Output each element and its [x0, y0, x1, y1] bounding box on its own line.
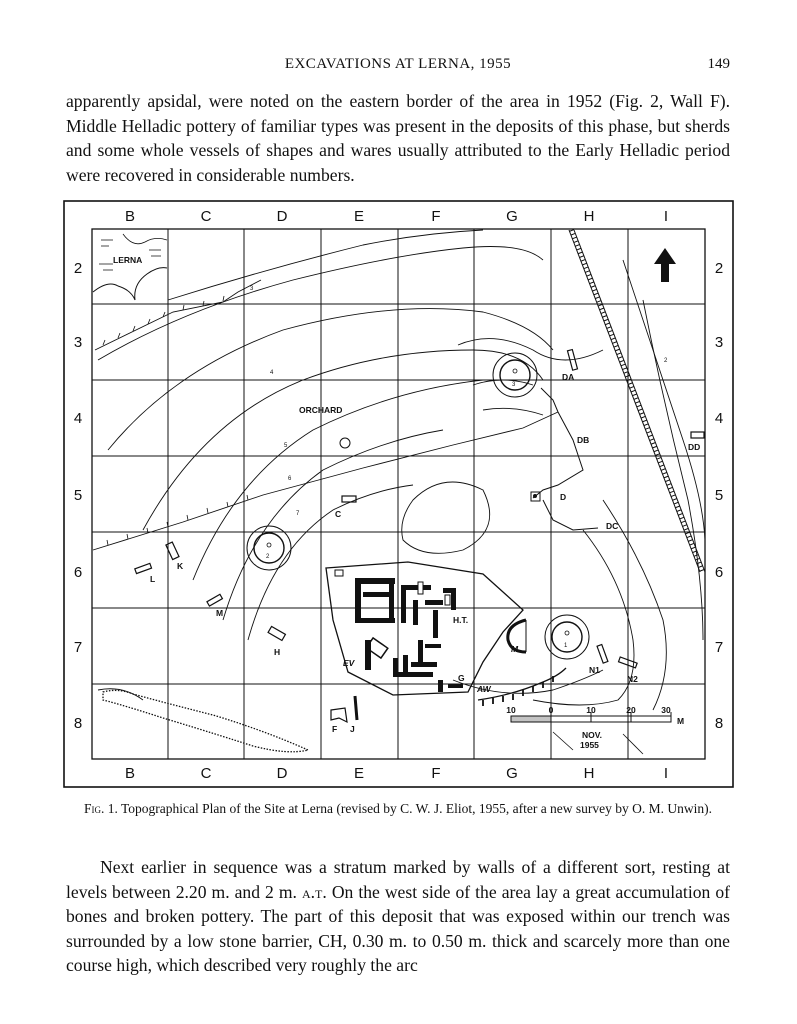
row-labels-right	[715, 260, 723, 732]
j-label: J	[350, 724, 355, 734]
scale-bar	[506, 705, 684, 754]
column-label: C	[200, 765, 212, 782]
column-label: H	[583, 765, 595, 782]
row-label: 8	[714, 715, 724, 732]
structure-aw	[476, 668, 566, 706]
trench-d	[531, 492, 566, 502]
row-label: 2	[73, 260, 83, 277]
paragraph-bottom-part2: On the west side of the area lay a great accumulation of bones and broken pottery. The part of this deposit that was exposed within our trench was surrounded by a low stone barrier, CH, 0.30 m. to 0.50 m. thick and scarcely more than one course high, which described very roughly the arc	[66, 881, 730, 975]
contour-number: 7	[296, 511, 300, 517]
column-label: E	[353, 208, 365, 225]
contour-number: 2	[664, 358, 668, 364]
scale-unit: M	[677, 716, 685, 726]
column-label: I	[663, 765, 669, 782]
row-label: 8	[73, 715, 83, 732]
ev-label: EV	[343, 658, 355, 668]
g-label: G	[458, 673, 465, 683]
l-label: L	[150, 574, 156, 584]
column-label: C	[200, 208, 212, 225]
m-west-label: M	[216, 608, 224, 618]
n2-label: N2	[627, 674, 638, 684]
svg-text:M: M	[511, 644, 519, 654]
scale-tick: 20	[626, 705, 636, 715]
page-number: 149	[707, 56, 730, 72]
row-labels-left	[74, 260, 82, 732]
row-label: 7	[714, 639, 724, 656]
lerna-label: LERNA	[113, 255, 143, 265]
contour-number: 3	[250, 286, 254, 292]
k-label: K	[177, 561, 184, 571]
column-label: D	[276, 765, 288, 782]
orchard-marker	[340, 438, 350, 448]
column-label: I	[663, 208, 669, 225]
scale-tick: 0	[548, 705, 554, 715]
paragraph-bottom-part1: Next earlier in sequence was a stratum marked by walls of a different sort, resting at levels between 2.20 m. and 2 m.	[66, 857, 730, 902]
contour-lines	[98, 230, 705, 710]
row-label: 5	[73, 487, 83, 504]
column-labels-top	[125, 208, 668, 225]
mound-2	[247, 526, 291, 570]
row-label: 4	[714, 410, 724, 427]
scale-tick: 10	[586, 705, 596, 715]
grid-lines	[92, 229, 705, 759]
mound-3	[493, 353, 537, 397]
row-label: 3	[73, 334, 83, 351]
svg-text:2: 2	[266, 554, 270, 560]
row-label: 2	[714, 260, 724, 277]
lerna-inset	[93, 230, 167, 303]
h-label: H	[274, 647, 281, 657]
scale-tick: 10	[506, 705, 516, 715]
figure-label: Fig. 1.	[83, 801, 118, 816]
railway	[569, 230, 705, 572]
column-label: E	[353, 765, 365, 782]
figure-caption-text: Topographical Plan of the Site at Lerna (revised by C. W. J. Eliot, 1955, after a new survey by O. M. Unwin).	[120, 801, 713, 816]
row-label: 6	[714, 564, 724, 581]
column-label: B	[124, 208, 136, 225]
structure-m-east	[508, 620, 526, 654]
f-label: F	[332, 724, 338, 734]
survey-year: 1955	[580, 740, 599, 750]
db-label: DB	[577, 435, 590, 445]
column-label: B	[124, 765, 136, 782]
mound-1	[545, 615, 589, 659]
dc-label: DC	[606, 521, 619, 531]
row-label: 6	[73, 564, 83, 581]
row-label: 3	[714, 334, 724, 351]
c-label: C	[335, 509, 342, 519]
ht-label: H.T.	[453, 615, 469, 625]
svg-text:1: 1	[564, 643, 568, 649]
column-label: G	[506, 765, 518, 782]
row-label: 4	[73, 410, 83, 427]
da-label: DA	[562, 372, 575, 382]
svg-text:D: D	[560, 492, 567, 502]
svg-text:3: 3	[512, 382, 516, 388]
contour-number: 4	[270, 370, 274, 376]
column-labels-bottom	[125, 765, 668, 782]
abbr-above-tide: a.t.	[301, 881, 327, 902]
column-label: F	[431, 208, 441, 225]
n1-label: N1	[589, 665, 600, 675]
running-title: EXCAVATIONS AT LERNA, 1955	[284, 56, 512, 72]
column-label: H	[583, 208, 595, 225]
dotted-outline	[103, 690, 308, 751]
figure-caption	[66, 800, 730, 818]
excavation-area-ht	[326, 562, 523, 695]
contour-number: 6	[288, 476, 292, 482]
dd-label: DD	[688, 442, 701, 452]
north-arrow-icon	[654, 248, 676, 282]
column-label: G	[506, 208, 518, 225]
column-label: D	[276, 208, 288, 225]
row-label: 5	[714, 487, 724, 504]
paragraph-top: apparently apsidal, were noted on the eastern border of the area in 1952 (Fig. 2, Wall F). Middle Helladic pottery of familiar types was present in the deposits of this phase, but sherds and some whole vessels of shapes and wares usually attributed to the Early Helladic period were recovered in considerable numbers.	[66, 91, 730, 185]
row-label: 7	[73, 639, 83, 656]
contour-number: 5	[284, 443, 288, 449]
scale-tick: 30	[661, 705, 671, 715]
running-header	[66, 56, 730, 78]
column-label: F	[431, 765, 441, 782]
survey-month: NOV.	[582, 730, 603, 740]
svg-text:AW: AW	[477, 684, 491, 694]
site-plan-figure	[63, 200, 734, 788]
paragraph-bottom	[66, 855, 730, 978]
orchard-label: ORCHARD	[299, 405, 343, 415]
